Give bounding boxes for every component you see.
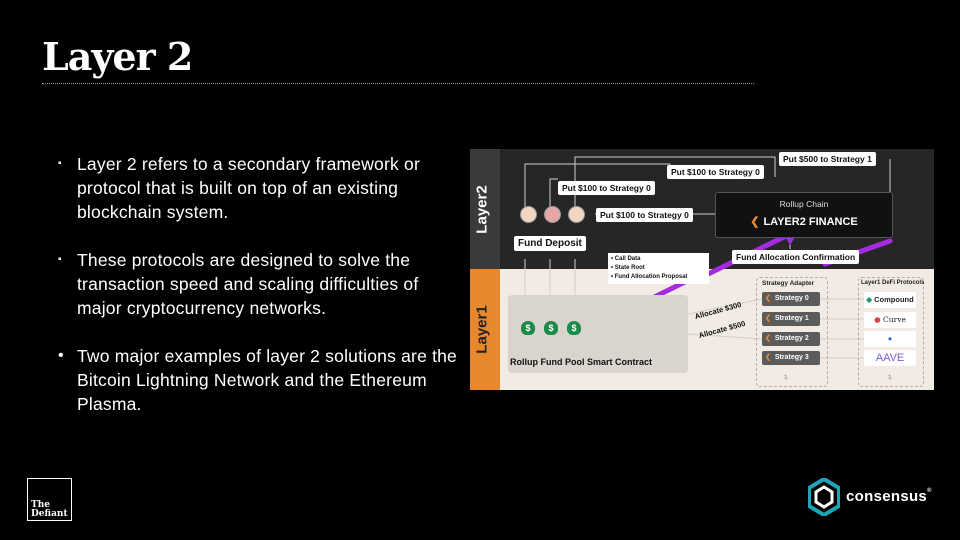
fund-deposit-chip: Fund Deposit — [514, 236, 586, 251]
rollup-chain-label: Rollup Chain — [779, 199, 829, 209]
defi-protocols-title: Layer1 DeFi Protocols — [861, 280, 925, 286]
strategy-adapter-title: Strategy Adapter — [762, 280, 815, 287]
chevron-left-icon: ❮ — [765, 335, 771, 342]
logo-text-line: Defiant — [31, 509, 68, 519]
bullet-marker: • — [58, 347, 64, 364]
bullet-text: Two major examples of layer 2 solutions are the Bitcoin Lightning Network and the Ethereum Plasma. — [77, 346, 457, 414]
protocol-label: Compound — [874, 295, 914, 304]
chevron-left-icon: ❮ — [765, 295, 771, 302]
strategy-label: Strategy 3 — [774, 354, 809, 361]
rollup-chain-box — [715, 192, 893, 238]
layer2-finance-text: LAYER2 FINANCE — [763, 216, 858, 228]
strategy-item — [762, 312, 820, 326]
registered-mark: ® — [927, 488, 932, 494]
protocol-curve — [864, 312, 916, 328]
layer2-label: Layer2 — [473, 185, 491, 234]
put-strategy-1-chip: Put $500 to Strategy 1 — [779, 152, 876, 166]
bullet-item — [58, 152, 458, 224]
bullet-item — [58, 248, 458, 320]
bullet-marker: ▪ — [58, 254, 62, 265]
money-bag-icon: $ — [567, 321, 581, 335]
user-avatar — [520, 206, 537, 223]
protocol-unknown — [864, 331, 916, 347]
logo-text-line: The — [31, 500, 50, 510]
protocol-compound — [864, 292, 916, 308]
put-strategy-0-chip: Put $100 to Strategy 0 — [558, 181, 655, 195]
money-bag-icon: $ — [544, 321, 558, 335]
protocol-label: Curve — [883, 315, 906, 324]
bullet-marker: ▪ — [58, 158, 62, 169]
strategy-label: Strategy 1 — [774, 315, 809, 322]
rollup-fund-pool — [508, 295, 688, 373]
panel-index: 1 — [888, 374, 892, 381]
title-divider — [42, 83, 754, 84]
consensus-text: consensus — [846, 488, 928, 505]
consensus-logo — [808, 478, 948, 516]
consensus-hex-icon — [808, 478, 840, 516]
layer2-finance-label — [716, 215, 892, 228]
money-bag-icon: $ — [521, 321, 535, 335]
put-strategy-0-chip: Put $100 to Strategy 0 — [667, 165, 764, 179]
note-line: • Fund Allocation Proposal — [611, 274, 688, 280]
strategy-item — [762, 332, 820, 346]
chevron-left-icon: ❮ — [765, 354, 771, 361]
strategy-item — [762, 292, 820, 306]
pool-label: Rollup Fund Pool Smart Contract — [510, 357, 652, 367]
bullet-text: These protocols are designed to solve the transaction speed and scaling difficulties of major cryptocurrency networks. — [77, 250, 419, 318]
curve-icon: ● — [874, 315, 881, 324]
strategy-label: Strategy 2 — [774, 335, 809, 342]
panel-index: 1 — [784, 374, 788, 381]
bullet-text: Layer 2 refers to a secondary framework or protocol that is built on top of an existing blockchain system. — [77, 154, 420, 222]
slide-title: Layer 2 — [42, 34, 193, 79]
strategy-label: Strategy 0 — [774, 295, 809, 302]
user-avatar — [544, 206, 561, 223]
call-data-note — [608, 253, 709, 284]
strategy-item — [762, 351, 820, 365]
protocol-aave: AAVE — [864, 350, 916, 366]
consensus-wordmark — [846, 488, 932, 505]
chevron-left-icon: ❮ — [765, 315, 771, 322]
allocate-300-label: Allocate $300 — [693, 299, 743, 322]
note-line: • State Root — [611, 265, 645, 271]
allocate-500-label: Allocate $500 — [697, 318, 747, 341]
protocol-icon: ● — [887, 334, 893, 343]
user-avatar — [568, 206, 585, 223]
the-defiant-logo — [27, 478, 72, 521]
put-strategy-0-chip: Put $100 to Strategy 0 — [596, 208, 693, 222]
note-line: • Call Data — [611, 256, 641, 262]
bullet-item — [58, 344, 458, 416]
layer1-label: Layer1 — [473, 305, 491, 354]
compound-icon: ◆ — [866, 295, 873, 304]
bullet-list — [58, 152, 458, 440]
chevron-left-icon: ❮ — [750, 216, 760, 228]
fund-allocation-confirmation-chip: Fund Allocation Confirmation — [732, 250, 859, 264]
layer2-diagram — [470, 149, 934, 390]
